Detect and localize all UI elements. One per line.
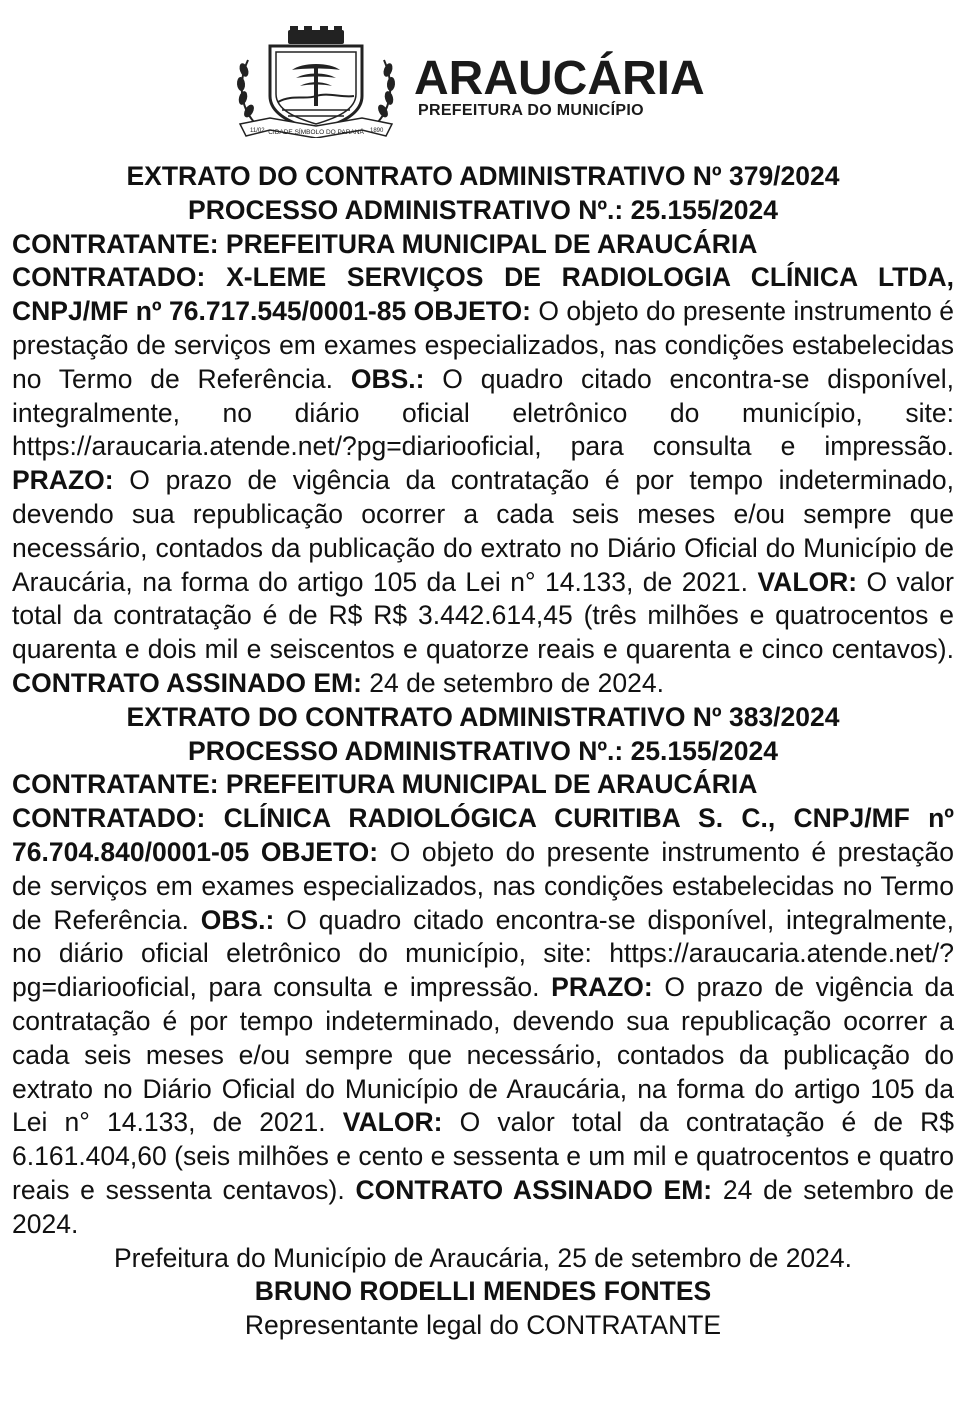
valor-text: O valor total da contratação é de R$ 6.161.404,60 (seis milhões e cento e sessenta e um mil e quatrocentos e quatro reais e sessenta centavos). bbox=[12, 1107, 954, 1205]
process-number: PROCESSO ADMINISTRATIVO Nº.: 25.155/2024 bbox=[188, 194, 778, 225]
brand-name: ARAUCÁRIA bbox=[414, 52, 705, 105]
crest-motto: CIDADE SÍMBOLO DO PARANÁ bbox=[268, 129, 364, 136]
page-header bbox=[12, 0, 954, 160]
obs-text: O quadro citado encontra-se disponível, integralmente, no diário oficial eletrônico do município, site: https://araucaria.atende.net/?pg=diariooficial, para consulta e impressão. bbox=[12, 363, 954, 462]
crest-year-right: 1890 bbox=[370, 128, 384, 134]
obs-label: OBS.: bbox=[200, 904, 275, 935]
document-body bbox=[12, 160, 954, 1343]
valor-label: VALOR: bbox=[342, 1107, 443, 1138]
contratado-label: CONTRATADO: bbox=[12, 803, 206, 834]
assinado-label: CONTRATO ASSINADO EM: bbox=[12, 667, 362, 698]
place-date: Prefeitura do Município de Araucária, 25 de setembro de 2024. bbox=[113, 1242, 853, 1273]
signer-name: BRUNO RODELLI MENDES FONTES bbox=[254, 1276, 712, 1307]
contratado-value: CLÍNICA RADIOLÓGICA CURITIBA S. C., CNPJ/MF nº 76.704.840/0001-05 bbox=[12, 803, 954, 867]
contract-body bbox=[12, 261, 954, 700]
objeto-label: OBJETO: bbox=[413, 296, 531, 327]
contratante-line: CONTRATANTE: PREFEITURA MUNICIPAL DE ARAUCÁRIA bbox=[12, 769, 758, 800]
contract-body bbox=[12, 802, 954, 1241]
brand-subtitle: PREFEITURA DO MUNICÍPIO bbox=[418, 102, 644, 119]
objeto-label: OBJETO: bbox=[260, 836, 379, 867]
crest-year-left: 11/02 bbox=[250, 128, 265, 134]
valor-text: O valor total da contratação é de R$ R$ 3.442.614,45 (três milhões e quatrocentos e quarenta e dois mil e seiscentos e quatorze reais e quarenta e cinco centavos). bbox=[12, 566, 954, 665]
prazo-label: PRAZO: bbox=[551, 972, 653, 1003]
prazo-label: PRAZO: bbox=[12, 465, 114, 496]
prazo-text: O prazo de vigência da contratação é por tempo indeterminado, devendo sua republicação ocorrer a cada seis meses e/ou sempre que necessário, contados da publicação do extrato no Diário Oficial do Município de Araucária, na forma do artigo 105 da Lei n° 14.133, de 2021. bbox=[12, 465, 954, 597]
contratante-line: CONTRATANTE: PREFEITURA MUNICIPAL DE ARAUCÁRIA bbox=[12, 228, 758, 259]
obs-label: OBS.: bbox=[350, 363, 425, 394]
assinado-text: 24 de setembro de 2024. bbox=[12, 1174, 954, 1239]
contratado-value: X-LEME SERVIÇOS DE RADIOLOGIA CLÍNICA LTDA, CNPJ/MF nº 76.717.545/0001-85 bbox=[12, 262, 954, 327]
contract-extract-379 bbox=[12, 160, 954, 701]
valor-label: VALOR: bbox=[757, 566, 858, 597]
prazo-text: O prazo de vigência da contratação é por tempo indeterminado, devendo sua republicação ocorrer a cada seis meses e/ou sempre que necessário, contados da publicação do extrato no Diário Oficial do Município de Araucária, na forma do artigo 105 da Lei n° 14.133, de 2021. bbox=[12, 972, 954, 1138]
signature-block bbox=[12, 1242, 954, 1343]
assinado-text: 24 de setembro de 2024. bbox=[369, 667, 664, 698]
objeto-text: O objeto do presente instrumento é prestação de serviços em exames especializados, nas condições estabelecidas no Termo de Referência. bbox=[12, 836, 954, 935]
contract-extract-383 bbox=[12, 701, 954, 1242]
municipal-crest-icon bbox=[230, 26, 402, 138]
brand-block bbox=[414, 52, 705, 120]
signer-role: Representante legal do CONTRATANTE bbox=[244, 1310, 722, 1341]
contract-title: EXTRATO DO CONTRATO ADMINISTRATIVO Nº 383/2024 bbox=[126, 701, 840, 732]
contract-title: EXTRATO DO CONTRATO ADMINISTRATIVO Nº 379/2024 bbox=[126, 161, 840, 191]
process-number: PROCESSO ADMINISTRATIVO Nº.: 25.155/2024 bbox=[188, 735, 778, 766]
obs-text: O quadro citado encontra-se disponível, integralmente, no diário oficial eletrônico do município, site: https://araucaria.atende.net/?pg=diariooficial, para consulta e impressão. bbox=[12, 904, 954, 1003]
assinado-label: CONTRATO ASSINADO EM: bbox=[355, 1174, 713, 1205]
contratado-label: CONTRATADO: bbox=[12, 262, 206, 293]
objeto-text: O objeto do presente instrumento é prestação de serviços em exames especializados, nas condições estabelecidas no Termo de Referência. bbox=[12, 296, 954, 394]
